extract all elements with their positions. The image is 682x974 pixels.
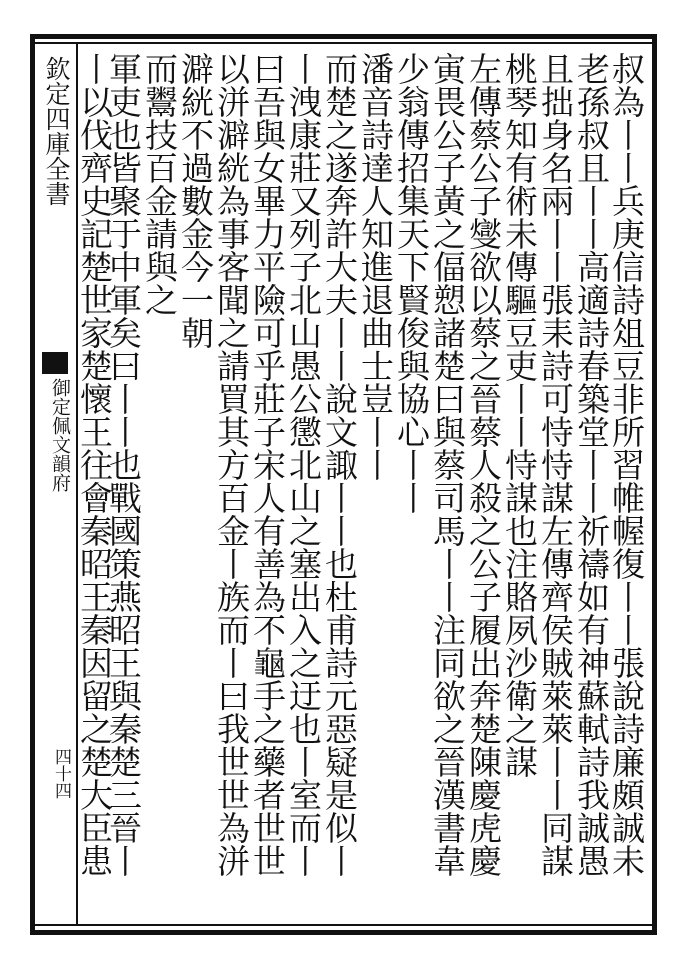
text-column: 丨洩康莊又列子北山愚公懲北山之塞出入之迂也丨室而丨 — [284, 52, 323, 877]
text-column: 丨以伐齊史記楚世家楚懷王往會秦昭王秦因留之楚大臣患 — [75, 52, 114, 877]
text-column: 寅畏公子黃之偪愬諸楚曰與蔡司馬丨丨注同欲之晉漢書韋 — [428, 52, 467, 877]
page-number: 四十四 — [51, 748, 71, 799]
text-column: 而楚之遂奔許大夫丨丨說文諏丨丨也杜甫詩元惡疑是似丨 — [320, 52, 359, 877]
text-column: 潘音詩達人知進退曲士豈丨丨 — [356, 52, 395, 481]
book-subtitle: 御定佩文韻府 — [49, 378, 71, 492]
text-column: 少翁傳招集天下賢俊與協心丨丨 — [392, 52, 431, 514]
page-margin — [36, 56, 74, 922]
text-column: 桃琴知有術未傳驅豆吏丨丨恃謀也注賂夙沙衛之謀 — [500, 52, 539, 778]
bottom-inner-border — [30, 924, 656, 926]
fish-tail-mark — [42, 352, 68, 374]
text-column: 軍吏也皆聚于中軍矣曰丨丨也戰國策燕昭王與秦楚三晉丨 — [104, 52, 143, 877]
text-column: 以洴澼絖為事客聞之請買其方百金丨族而丨曰我世世為洴 — [212, 52, 251, 877]
text-column: 曰吾與女畢力平險可乎莊子宋人有善為不龜手之藥者世世 — [248, 52, 287, 877]
text-column: 且拙身名兩丨丨張耒詩可恃恃謀左傳齊侯賊萊萊丨丨同謀 — [536, 52, 575, 877]
book-title: 欽定四庫全書 — [42, 56, 71, 206]
text-column: 叔為丨丨兵庚信詩俎豆非所習帷幄復丨丨張說詩廉頗誠未 — [607, 52, 646, 877]
bottom-border — [30, 930, 656, 935]
text-column: 左傳蔡公子燮欲以蔡之晉蔡人殺之公子履出奔楚陳慶虎慶 — [464, 52, 503, 877]
text-column: 澼絖不過數金今一朝 — [176, 52, 215, 349]
top-inner-border — [30, 42, 656, 44]
top-border — [30, 34, 656, 39]
text-column: 老孫叔且丨丨高適詩春築堂丨丨祈禱如有神蘇軾詩我誠愚 — [572, 52, 611, 877]
right-border — [652, 34, 657, 935]
left-border — [30, 34, 35, 935]
text-column: 而鬻技百金請與之 — [140, 52, 179, 316]
